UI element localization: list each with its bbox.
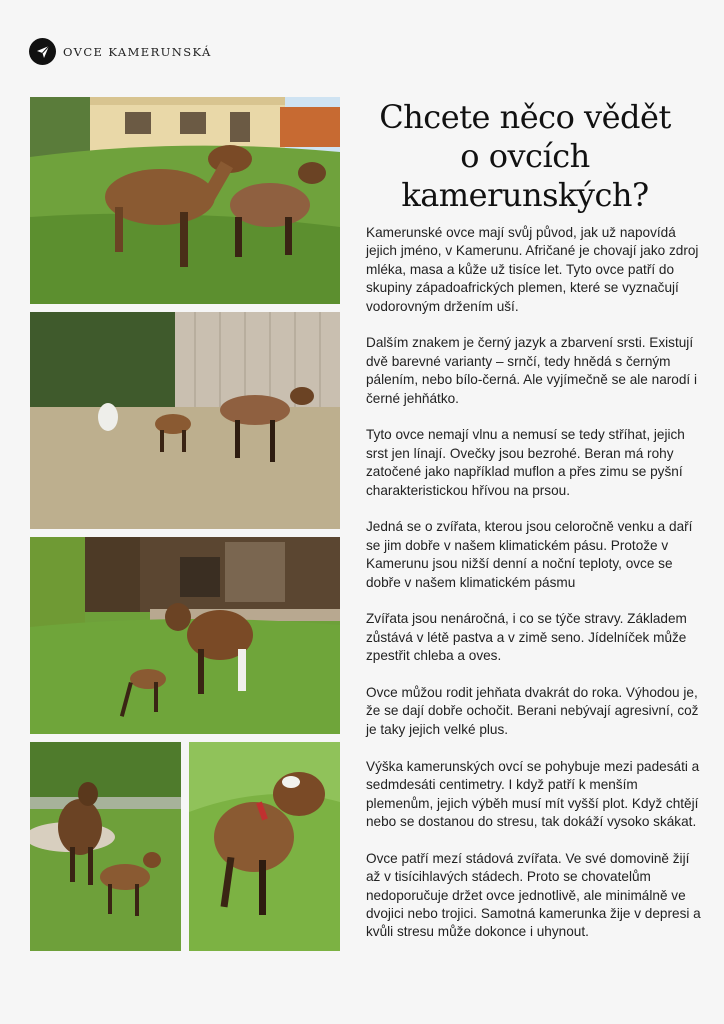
paragraph: Výška kamerunských ovcí se pohybuje mezi padesáti a sedmdesáti centimetry. I když patří k menším plemenům, jejich výběh musí mít vyšší plot. Když chtějí nebo se dostanou do stresu, tak dokáží vysoko skákat. [366, 758, 700, 829]
photo-sheep-closeup [189, 742, 340, 951]
title-line-3: kamerunských? [401, 176, 649, 214]
paragraph: Ovce patří mezí stádová zvířata. Ve své domovině žijí až v tisícihlavých stádech. Proto se chovatelům nedoporučuje držet ovce jednotlivě, ale minimálně ve dvojici nebo trojici. Samotná kamerunka žije v depresi a kvůli stresu může dokonce i uhynout. [366, 850, 701, 940]
page-title [372, 98, 678, 215]
photo-two-sheep-lawn [30, 742, 181, 951]
paragraph: Dalším znakem je černý jazyk a zbarvení srsti. Existují dvě barevné varianty – srnčí, tedy hnědá s černým pálením, nebo bílo-černá. Ale vyjímečně se ale narodí i černé jehňátko. [366, 335, 697, 406]
title-line-1: Chcete něco vědět [379, 98, 671, 136]
paragraph: Jedná se o zvířata, kterou jsou celoročně venku a daří se jim dobře v našem klimatickém pásu. Protože v Kamerunu jsou nižší denní a noční teploty, ovce se dobře v našem klimatickém pásmu [366, 519, 693, 590]
paragraph: Ovce můžou rodit jehňata dvakrát do roka. Výhodou je, že se dají dobře ochočit. Berani nebývají agresivní, což je taky jejich velké plus. [366, 685, 699, 737]
title-line-2: o ovcích [460, 137, 590, 175]
brand-name: OVCE KAMERUNSKÁ [63, 44, 212, 59]
brand [29, 38, 212, 65]
paragraph: Tyto ovce nemají vlnu a nemusí se tedy stříhat, jejich srst jen línají. Ovečky jsou bezrohé. Beran má rohy zatočené jako například muflon a přes zimu se pyšní charakteristickou hřívou na prsou. [366, 427, 685, 498]
paper-plane-icon [29, 38, 56, 65]
paragraph: Kamerunské ovce mají svůj původ, jak už napovídá jejich jméno, v Kamerunu. Afričané je chovají jako zdroj mléka, masa a kůže už tisíce let. Tyto ovce patří do skupiny západoafrických plemen, které se vyznačují vodorovným držením uší. [366, 225, 699, 314]
photo-ewe-lamb-garden [30, 537, 340, 734]
photo-sheep-house [30, 97, 340, 304]
article-body [366, 224, 706, 960]
paragraph: Zvířata jsou nenáročná, i co se týče stravy. Základem zůstává v létě pastva a v zimě seno. Jídelníček může zpestřit chleba a oves. [366, 611, 687, 664]
photo-sheep-barn [30, 312, 340, 529]
